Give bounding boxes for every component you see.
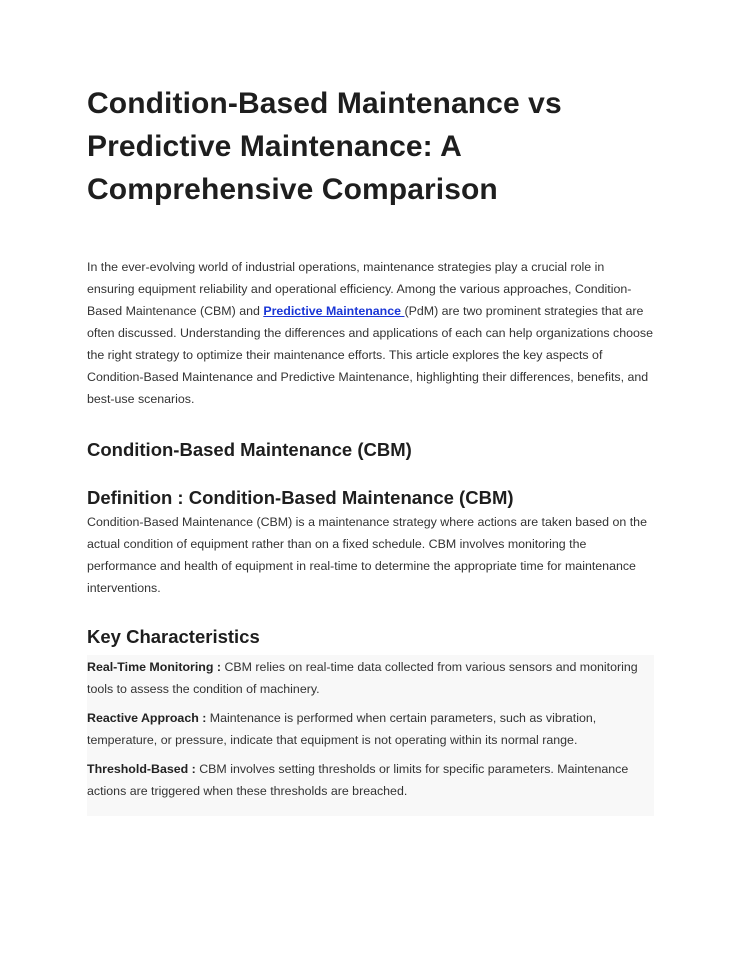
list-item-term: Real-Time Monitoring : [87,660,222,674]
definition-paragraph: Condition-Based Maintenance (CBM) is a maintenance strategy where actions are taken based on the actual condition of equipment rather than on a fixed schedule. CBM involves monitoring the performance and health of equipment in real-time to determine the appropriate time for maintenance interventions. [87,515,647,595]
list-item [87,758,654,802]
list-item-term: Reactive Approach : [87,711,207,725]
key-characteristics-heading: Key Characteristics [87,626,260,647]
definition-heading: Definition : Condition-Based Maintenance (CBM) [87,487,514,508]
list-item-term: Threshold-Based : [87,762,196,776]
list-item-text: CBM relies on real-time data collected from various sensors and monitoring tools to assess the condition of machinery. [87,660,638,696]
key-characteristics-list [87,655,654,816]
list-item-text: CBM involves setting thresholds or limits for specific parameters. Maintenance actions are triggered when these thresholds are breached. [87,762,629,798]
list-item [87,656,654,700]
intro-paragraph [87,256,654,410]
list-item [87,707,654,751]
document-page [87,82,654,816]
page-title: Condition-Based Maintenance vs Predictive Maintenance: A Comprehensive Comparison [87,87,562,206]
list-item-text: Maintenance is performed when certain parameters, such as vibration, temperature, or pressure, indicate that equipment is not operating within its normal range. [87,711,597,747]
predictive-maintenance-link[interactable]: Predictive Maintenance [263,304,405,318]
intro-text-before-link: In the ever-evolving world of industrial operations, maintenance strategies play a crucial role in ensuring equipment reliability and operational efficiency. Among the various approaches, Condition-Based Maintenance (CBM) and [87,260,632,318]
cbm-section-heading: Condition-Based Maintenance (CBM) [87,439,412,460]
intro-text-after-link: (PdM) are two prominent strategies that are often discussed. Understanding the differences and applications of each can help organizations choose the right strategy to optimize their maintenance efforts. This article explores the key aspects of Condition-Based Maintenance and Predictive Maintenance, highlighting their differences, benefits, and best-use scenarios. [87,304,653,406]
